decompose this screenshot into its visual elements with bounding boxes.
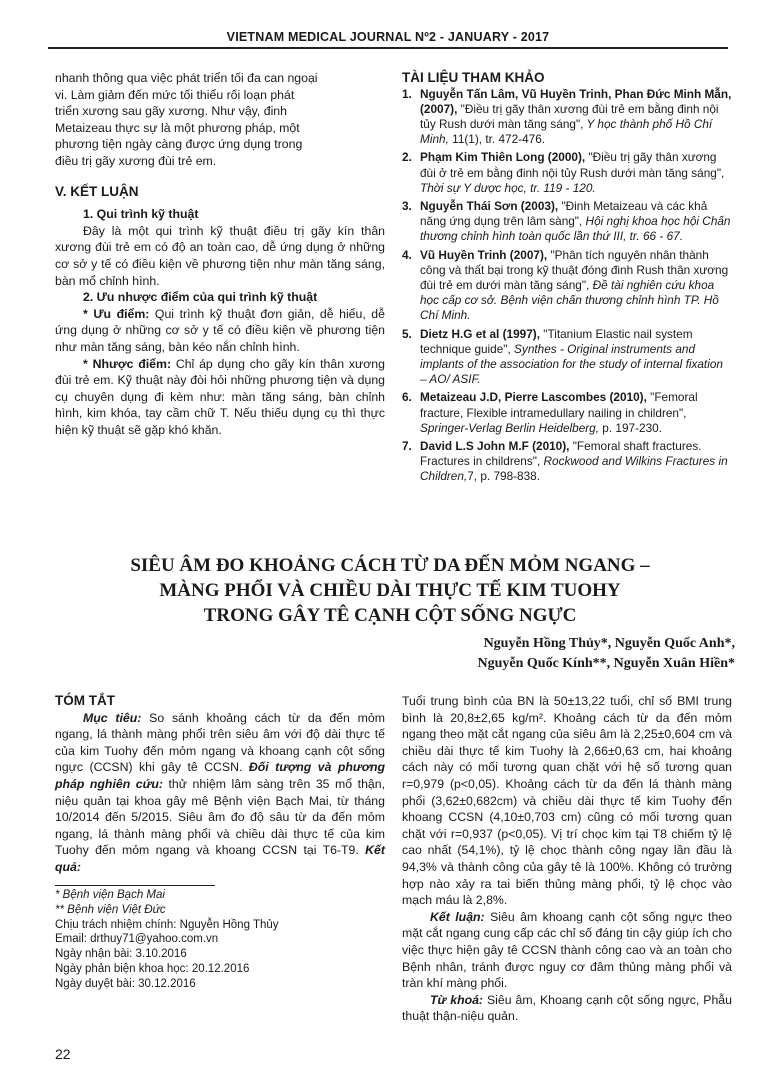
header-divider: [48, 47, 728, 49]
reference-item: [402, 327, 732, 388]
article-authors: [330, 634, 735, 674]
section-title-conclusion: V. KẾT LUẬN: [55, 183, 139, 199]
footnote-affiliation: ** Bệnh viện Việt Đức: [55, 903, 166, 916]
method-label: Đối tượng và phương pháp nghiên cứu:: [55, 760, 385, 791]
objective-text: So sánh khoảng cách từ da đến mỏm ngang, lá thành màng phổi trên siêu âm với độ dài thực tế của kim Tuohy đến mỏm ngang và khoang cạnh cột sống ngực (CCSN) khi gây tê CCSN.: [55, 710, 385, 775]
disadvantages-text: Chỉ áp dụng cho gãy kín thân xương đùi trẻ em. Kỹ thuật này đòi hỏi những phương tiện và dụng cụ chuyên dụng đi kèm như: màn tăng sáng, bàn chỉnh hình, kim khóa, tay cầm chữ T. Nếu thiếu dụng cụ thì thực hiện kỹ thuật sẽ gặp khó khăn.: [55, 356, 385, 437]
footnotes: [55, 888, 385, 992]
reference-title: "Điều trị gãy thân xương đùi ở trẻ em bằng đinh nội tủy Rush dưới màn tăng sáng",: [420, 150, 725, 180]
reference-authors: David L.S John M.F (2010),: [420, 439, 570, 454]
intro-line: vi. Làm giảm đến mức tối thiểu rối loạn phát: [55, 87, 295, 102]
procedure-paragraph: Đây là một qui trình kỹ thuật điều trị gãy kín thân xương đùi trẻ em có độ an toàn cao, dễ ứng dụng ở những cơ sở y tế có điều kiện về phương tiện như màn tăng sáng, bàn mổ chỉnh hình.: [55, 223, 385, 288]
conclusion-paragraph: [402, 909, 732, 992]
reference-item: [402, 87, 732, 148]
footnote-received: Ngày nhận bài: 3.10.2016: [55, 948, 187, 961]
result-label: Kết quả:: [55, 843, 385, 874]
subsection-title-pros-cons: 2. Ưu nhược điểm của qui trình kỹ thuật: [83, 290, 318, 305]
method-text: thử nhiệm lâm sàng trên 35 mổ thận, niệu quản tại khoa gây mê Bệnh viện Bạch Mai, từ tháng 10/2014 đến 5/2015. Siêu âm đo độ sâu từ da đến mỏm ngang, lá thành màng phổi và chiều dài thực tế của kim Tuohy đến mỏm ngang và khoang CCSN tại T6-T9.: [55, 776, 385, 858]
reference-tail: p. 197-230.: [599, 420, 662, 435]
advantages-paragraph: [55, 306, 385, 356]
reference-journal: Hội nghị khoa học hội Chấn thương chỉnh hình toàn quốc lần thứ III, tr. 66 - 67.: [420, 214, 731, 244]
article-title-line: TRONG GÂY TÊ CẠNH CỘT SỐNG NGỰC: [203, 605, 577, 626]
reference-number: 3.: [402, 199, 412, 214]
footnote-divider: [55, 885, 215, 886]
intro-line: Metaizeau thực sự là một phương pháp, một: [55, 120, 300, 135]
reference-title: "Điều trị gãy thân xương đùi trẻ em bằng đinh nội tủy Rush dưới màn tăng sáng",: [420, 101, 719, 131]
page-number: 22: [55, 1046, 71, 1062]
reference-title: "Phân tích nguyên nhân thành công và thất bại trong kỹ thuật đóng đinh Rush thân xương đùi trẻ em dưới màn tăng sáng",: [420, 247, 729, 293]
reference-journal: Rockwood and Wilkins Fractures in Children,: [420, 454, 728, 484]
abstract-paragraph: [55, 710, 385, 876]
objective-label: Mục tiêu:: [83, 710, 142, 725]
advantages-label: * Ưu điểm:: [83, 306, 150, 321]
conclusion-label: Kết luận:: [430, 909, 485, 924]
reference-journal: Thời sự Y dược học, tr. 119 - 120.: [420, 180, 596, 195]
conclusion-text: Siêu âm khoang cạnh cột sống ngực theo mặt cắt ngang cung cấp các chỉ số đáng tin cậy giúp ích cho việc thực hiện gây tê CCSN thành công cao và an toàn cho Bệnh nhân, tránh được nguy cơ đâm thủng màng phổi và tràn khí màng phổi.: [402, 909, 732, 991]
result-paragraph: Tuổi trung bình của BN là 50±13,22 tuổi, chỉ số BMI trung bình là 20,8±2,65 kg/m². Khoảng cách từ da đến mỏm ngang theo mặt cắt ngang của siêu âm là 2,25±0,604 cm và chiều dài thực tế kim Tuohy là 2,66±0,63 cm, hai khoảng cách này có mối tương quan chặt với hệ số tương quan r=0,979 (p<0,05). Khoảng cách từ da đến lá thành màng phổi (3,62±0,682cm) và chiều dài thực tế kim Tuohy đến khoang CCSN (4,10±0,703 cm) cũng có mối tương quan chặt với r=0,937 (p<0,05). Vị trí chọc kim tại T8 chiếm tỷ lệ cao nhất (54,1%), tỷ lệ chọc thành công ngay lần đầu là 94,3% và thành công của gây tê là 100%. Không có trường hợp nào xảy ra tai biến thủng màng phổi, tỷ lệ chọc vào mạch máu là 2,8%.: [402, 694, 732, 908]
reference-authors: Dietz H.G et al (1997),: [420, 326, 540, 341]
reference-journal: Synthes - Original instruments and implants of the association for the study of internal fixation – AO/ ASIF.: [420, 341, 723, 387]
reference-number: 6.: [402, 390, 412, 405]
advantages-text: Qui trình kỹ thuật đơn giản, dễ hiểu, dễ ứng dụng ở những cơ sở y tế có điều kiện về phương tiện như màn tăng sáng, bàn kéo nắn chỉnh hình.: [55, 306, 385, 354]
reference-item: [402, 150, 732, 196]
reference-authors: Nguyễn Thái Sơn (2003),: [420, 199, 559, 214]
reference-number: 5.: [402, 326, 412, 341]
reference-authors: Vũ Huyền Trinh (2007),: [420, 247, 548, 262]
intro-line: nhanh thông qua việc phát triển tối đa can ngoại: [55, 71, 318, 85]
footnote-reviewed: Ngày phản biện khoa học: 20.12.2016: [55, 962, 250, 975]
author-line: Nguyễn Quốc Kính**, Nguyễn Xuân Hiền*: [477, 656, 735, 671]
left-column-top: [55, 70, 385, 438]
keywords-text: Siêu âm, Khoang cạnh cột sống ngực, Phẫu thuật thận-niệu quản.: [402, 992, 732, 1024]
reference-tail: 11(1), tr. 472-476.: [448, 132, 546, 147]
reference-journal: Springer-Verlag Berlin Heidelberg,: [420, 420, 600, 435]
reference-title: "Femoral shaft fractures. Fractures in childrens",: [420, 439, 702, 469]
reference-authors: Phạm Kim Thiên Long (2000),: [420, 150, 586, 165]
journal-header: VIETNAM MEDICAL JOURNAL Nº2 - JANUARY - 2017: [226, 30, 550, 44]
reference-number: 1.: [402, 86, 412, 101]
abstract-left-column: [55, 693, 385, 876]
reference-title: "Titanium Elastic nail system technique guide",: [420, 326, 693, 356]
article-title-line: MÀNG PHỔI VÀ CHIỀU DÀI THỰC TẾ KIM TUOHY: [159, 580, 621, 601]
reference-journal: Y học thành phố Hồ Chí Minh,: [420, 117, 713, 147]
footnote-corresponding: Chịu trách nhiệm chính: Nguyễn Hồng Thủy: [55, 918, 279, 931]
reference-tail: 7, p. 798-838.: [467, 469, 541, 484]
reference-number: 2.: [402, 150, 412, 165]
keywords-label: Từ khoá:: [430, 992, 484, 1007]
reference-item: [402, 390, 732, 436]
abstract-right-column: [402, 693, 732, 1025]
reference-number: 7.: [402, 439, 412, 454]
references-section: [402, 70, 732, 488]
intro-line: phương tiện ngày càng được ứng dụng trong: [55, 137, 303, 152]
reference-title: "Đinh Metaizeau và các khả năng ứng dụng trên lâm sàng",: [420, 199, 708, 229]
references-title: TÀI LIỆU THAM KHẢO: [402, 70, 545, 85]
article-title-line: SIÊU ÂM ĐO KHOẢNG CÁCH TỪ DA ĐẾN MỎM NGANG –: [130, 555, 650, 576]
disadvantages-paragraph: [55, 356, 385, 439]
reference-item: [402, 248, 732, 324]
footnote-affiliation: * Bệnh viện Bạch Mai: [55, 889, 165, 901]
article-title: [60, 553, 720, 628]
intro-line: triển xương sau gãy xương. Như vậy, đinh: [55, 104, 287, 119]
footnote-accepted: Ngày duyệt bài: 30.12.2016: [55, 977, 196, 990]
reference-item: [402, 439, 732, 485]
abstract-title: TÓM TẮT: [55, 693, 115, 708]
reference-number: 4.: [402, 247, 412, 262]
author-line: Nguyễn Hồng Thủy*, Nguyễn Quốc Anh*,: [483, 636, 735, 651]
reference-item: [402, 199, 732, 245]
footnote-email: Email: drthuy71@yahoo.com.vn: [55, 933, 219, 946]
reference-authors: Nguyễn Tấn Lâm, Vũ Huyền Trinh, Phan Đức Minh Mẫn, (2007),: [420, 86, 732, 116]
reference-title: "Femoral fracture, Flexible intramedullary nailing in children",: [420, 390, 698, 420]
subsection-title-procedure: 1. Qui trình kỹ thuật: [83, 207, 199, 222]
disadvantages-label: * Nhược điểm:: [83, 356, 172, 371]
reference-journal: Đề tài nghiên cứu khoa học cấp cơ sở. Bệnh viện chấn thương chỉnh hình TP. Hồ Chí Minh.: [420, 278, 719, 323]
reference-authors: Metaizeau J.D, Pierre Lascombes (2010),: [420, 390, 647, 405]
keywords-paragraph: [402, 992, 732, 1025]
intro-line: điều trị gãy xương đùi trẻ em.: [55, 153, 217, 168]
